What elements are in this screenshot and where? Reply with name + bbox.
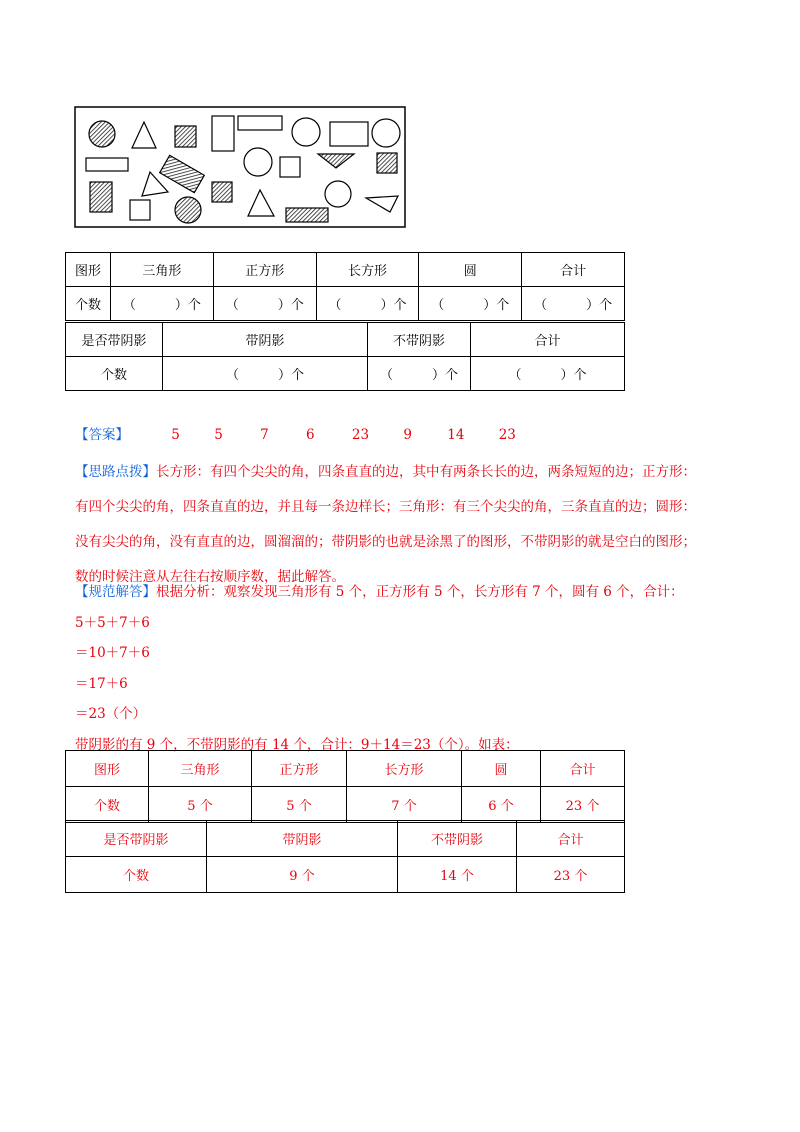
header-cell: 不带阴影 — [368, 323, 471, 357]
square — [130, 200, 150, 220]
shaded-square — [175, 126, 196, 147]
answer-value: 5 — [214, 427, 223, 443]
table-row — [66, 821, 625, 857]
rectangle — [212, 116, 234, 151]
table-row — [66, 357, 625, 391]
shaded-rectangle — [286, 208, 328, 222]
answer-value: 5 — [171, 427, 180, 443]
value-cell: 14 个 — [398, 857, 517, 893]
blank-cell: （ ）个 — [111, 287, 214, 321]
header-cell: 长方形 — [316, 253, 419, 287]
header-cell: 合计 — [471, 323, 625, 357]
answer-value: 23 — [351, 427, 370, 443]
row-label: 个数 — [66, 287, 111, 321]
table-row — [66, 787, 625, 823]
header-cell: 正方形 — [252, 751, 347, 787]
solution-block — [75, 577, 684, 760]
header-cell: 合计 — [522, 253, 625, 287]
rectangle — [238, 116, 282, 130]
question-table-shading — [65, 322, 625, 391]
answer-value: 7 — [260, 427, 269, 443]
circle — [372, 119, 400, 147]
answer-value: 23 — [498, 427, 516, 443]
shaded-square — [212, 182, 232, 202]
solution-step: ＝10＋7＋6 — [75, 645, 150, 661]
solution-intro: 【规范解答】根据分析：观察发现三角形有 5 个，正方形有 5 个，长方形有 7 个，圆有 6 个，合计： — [75, 584, 684, 600]
header-cell: 图形 — [66, 253, 111, 287]
question-table-shapes — [65, 252, 625, 321]
header-cell: 合计 — [541, 751, 625, 787]
value-cell: 5 个 — [252, 787, 347, 823]
solution-tag: 【规范解答】 — [75, 584, 156, 600]
rectangle — [330, 122, 368, 146]
row-label: 个数 — [66, 357, 163, 391]
table-row — [66, 857, 625, 893]
header-cell: 三角形 — [111, 253, 214, 287]
row-label: 个数 — [66, 857, 207, 893]
table-row — [66, 253, 625, 287]
shaded-square — [377, 153, 397, 173]
header-cell: 是否带阴影 — [66, 821, 207, 857]
header-cell: 长方形 — [347, 751, 462, 787]
square — [280, 157, 300, 177]
answer-table-shapes — [65, 750, 625, 823]
header-cell: 合计 — [517, 821, 625, 857]
blank-cell: （ ）个 — [419, 287, 522, 321]
shaded-rectangle — [90, 182, 112, 212]
header-cell: 带阴影 — [163, 323, 368, 357]
solution-step: 5＋5＋7＋6 — [75, 614, 150, 631]
blank-cell: （ ）个 — [163, 357, 368, 391]
rectangle — [86, 158, 128, 171]
header-cell: 正方形 — [213, 253, 316, 287]
analysis-line: 数的时候注意从左往右按顺序数，据此解答。 — [75, 569, 345, 585]
blank-cell: （ ）个 — [213, 287, 316, 321]
row-label: 个数 — [66, 787, 149, 823]
value-cell: 23 个 — [541, 787, 625, 823]
table-row — [66, 323, 625, 357]
circle — [325, 181, 351, 207]
analysis-tag: 【思路点拨】 — [75, 464, 156, 480]
answer-value: 6 — [305, 427, 315, 443]
answer-line — [75, 424, 516, 446]
blank-cell: （ ）个 — [368, 357, 471, 391]
answer-value: 14 — [447, 427, 465, 443]
blank-cell: （ ）个 — [471, 357, 625, 391]
shaded-circle — [175, 197, 201, 223]
header-cell: 是否带阴影 — [66, 323, 163, 357]
blank-cell: （ ）个 — [522, 287, 625, 321]
solution-shadow-line: 带阴影的有 9 个，不带阴影的有 14 个，合计：9＋14＝23（个）。如表： — [75, 736, 519, 753]
answer-tag: 【答案】 — [75, 427, 129, 443]
value-cell: 23 个 — [517, 857, 625, 893]
header-cell: 三角形 — [149, 751, 252, 787]
analysis-line: 没有尖尖的角，没有直直的边，圆溜溜的；带阴影的也就是涂黑了的图形，不带阴影的就是空白的图形； — [75, 534, 696, 550]
analysis-line: 有四个尖尖的角，四条直直的边，并且每一条边样长；三角形：有三个尖尖的角，三条直直的边；圆形： — [75, 499, 696, 515]
value-cell: 5 个 — [149, 787, 252, 823]
solution-step: ＝17＋6 — [75, 675, 128, 692]
value-cell: 6 个 — [462, 787, 541, 823]
header-cell: 圆 — [419, 253, 522, 287]
answer-value: 9 — [403, 427, 412, 443]
circle — [244, 148, 272, 176]
header-cell: 圆 — [462, 751, 541, 787]
blank-cell: （ ）个 — [316, 287, 419, 321]
analysis-line: 【思路点拨】长方形：有四个尖尖的角，四条直直的边，其中有两条长长的边，两条短短的边；正方形： — [75, 464, 696, 480]
header-cell: 图形 — [66, 751, 149, 787]
shapes-figure — [74, 106, 406, 228]
analysis-block — [75, 455, 696, 595]
circle — [292, 118, 320, 146]
shaded-circle — [89, 121, 115, 147]
header-cell: 带阴影 — [207, 821, 398, 857]
header-cell: 不带阴影 — [398, 821, 517, 857]
answer-table-shading — [65, 820, 625, 893]
value-cell: 7 个 — [347, 787, 462, 823]
value-cell: 9 个 — [207, 857, 398, 893]
table-row — [66, 287, 625, 321]
solution-step: ＝23（个） — [75, 706, 147, 722]
table-row — [66, 751, 625, 787]
